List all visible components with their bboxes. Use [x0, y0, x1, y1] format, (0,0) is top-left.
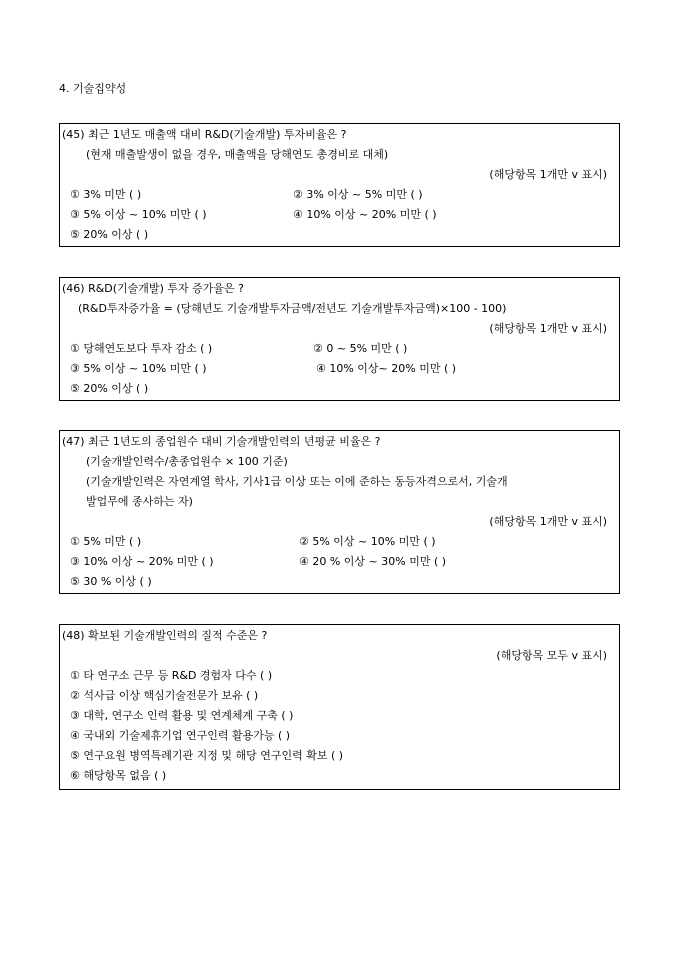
q45-title: (45) 최근 1년도 매출액 대비 R&D(기술개발) 투자비율은 ?	[62, 128, 347, 141]
q47-option-2[interactable]: ② 5% 이상 ~ 10% 미만 ( )	[299, 535, 436, 548]
q45-note: (현재 매출발생이 없을 경우, 매출액을 당해연도 총경비로 대체)	[86, 148, 389, 161]
q45-option-2[interactable]: ② 3% 이상 ~ 5% 미만 ( )	[293, 188, 423, 201]
q46-option-5[interactable]: ⑤ 20% 이상 ( )	[70, 382, 149, 395]
q47-note-2: (기술개발인력은 자연계열 학사, 기사1급 이상 또는 이에 준하는 동등자격으로서, 기술개	[86, 475, 508, 488]
q48-instruction: (해당항목 모두 v 표시)	[496, 649, 607, 662]
q47-option-5[interactable]: ⑤ 30 % 이상 ( )	[70, 575, 152, 588]
q48-option-5[interactable]: ⑤ 연구요원 병역특례기관 지정 및 해당 연구인력 확보 ( )	[70, 749, 344, 762]
q47-option-4[interactable]: ④ 20 % 이상 ~ 30% 미만 ( )	[299, 555, 447, 568]
q45-instruction: (해당항목 1개만 v 표시)	[489, 168, 607, 181]
q47-option-3[interactable]: ③ 10% 이상 ~ 20% 미만 ( )	[70, 555, 214, 568]
q47-instruction: (해당항목 1개만 v 표시)	[489, 515, 607, 528]
q46-option-1[interactable]: ① 당해연도보다 투자 감소 ( )	[70, 342, 213, 355]
question-48-box	[59, 624, 620, 790]
q45-option-5[interactable]: ⑤ 20% 이상 ( )	[70, 228, 149, 241]
q46-option-3[interactable]: ③ 5% 이상 ~ 10% 미만 ( )	[70, 362, 207, 375]
question-46-box	[59, 277, 620, 401]
q48-option-6[interactable]: ⑥ 해당항목 없음 ( )	[70, 769, 167, 782]
q45-option-1[interactable]: ① 3% 미만 ( )	[70, 188, 142, 201]
q45-option-3[interactable]: ③ 5% 이상 ~ 10% 미만 ( )	[70, 208, 207, 221]
question-45-box	[59, 123, 620, 247]
q46-title: (46) R&D(기술개발) 투자 증가율은 ?	[62, 282, 244, 295]
q48-title: (48) 확보된 기술개발인력의 질적 수준은 ?	[62, 629, 268, 642]
q48-option-3[interactable]: ③ 대학, 연구소 인력 활용 및 연계체계 구축 ( )	[70, 709, 294, 722]
q47-title: (47) 최근 1년도의 종업원수 대비 기술개발인력의 년평균 비율은 ?	[62, 435, 381, 448]
section-title: 4. 기술집약성	[59, 82, 127, 95]
q47-note-3: 발업무에 종사하는 자)	[86, 495, 193, 508]
q46-note: (R&D투자증가율 = (당해년도 기술개발투자금액/전년도 기술개발투자금액)×100 - 100)	[78, 302, 507, 315]
q48-option-2[interactable]: ② 석사급 이상 핵심기술전문가 보유 ( )	[70, 689, 259, 702]
q48-option-1[interactable]: ① 타 연구소 근무 등 R&D 경험자 다수 ( )	[70, 669, 273, 682]
q47-option-1[interactable]: ① 5% 미만 ( )	[70, 535, 142, 548]
q48-option-4[interactable]: ④ 국내외 기술제휴기업 연구인력 활용가능 ( )	[70, 729, 291, 742]
q47-note-1: (기술개발인력수/총종업원수 × 100 기준)	[86, 455, 288, 468]
q46-option-2[interactable]: ② 0 ~ 5% 미만 ( )	[313, 342, 408, 355]
q46-option-4[interactable]: ④ 10% 이상~ 20% 미만 ( )	[316, 362, 457, 375]
q45-option-4[interactable]: ④ 10% 이상 ~ 20% 미만 ( )	[293, 208, 437, 221]
question-47-box	[59, 430, 620, 594]
q46-instruction: (해당항목 1개만 v 표시)	[489, 322, 607, 335]
